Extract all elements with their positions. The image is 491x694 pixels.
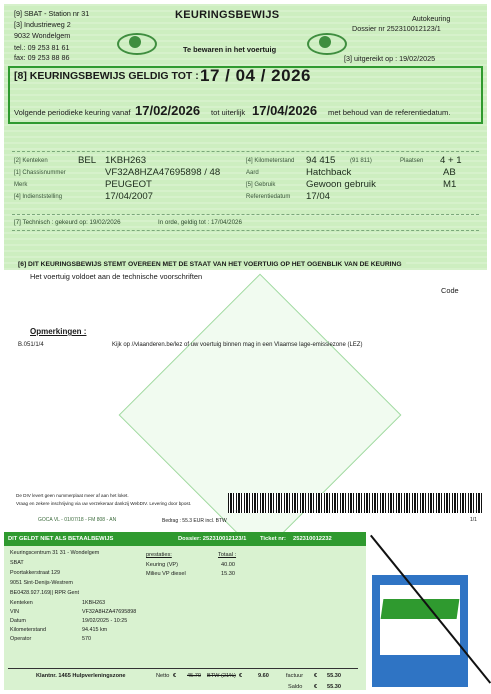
euro-sign: €: [239, 673, 243, 679]
invoice-city: 9051 Sint-Denijs-Westrem: [10, 580, 73, 586]
invoice-row-value: 94.415 km: [82, 627, 108, 633]
invoice-ticket-number: 252310012232: [293, 536, 332, 542]
invoice-total-label: factuur: [286, 673, 304, 679]
service-date-value: 17/04/2007: [105, 191, 154, 202]
sticker-green-stripe: [381, 599, 460, 619]
total-label: Totaal :: [218, 552, 237, 558]
next-inspection-from: 17/02/2026: [135, 103, 201, 118]
inspection-type: Autokeuring: [412, 14, 451, 23]
dossier-number: Dossier nr 252310012123/1: [352, 24, 441, 33]
aard-label: Aard: [246, 170, 259, 176]
station-address-city: 9032 Wondelgem: [14, 31, 71, 40]
technical-validity: In orde, geldig tot : 17/04/2026: [158, 219, 242, 226]
km-label: [4] Kilometerstand: [246, 158, 295, 164]
invoice-row-value: 19/02/2025 - 10:25: [82, 618, 128, 624]
technical-inspection: [7] Technisch : gekeurd op: 19/02/2026: [14, 219, 121, 226]
invoice-dossier: Dossier: 252310012123/1: [178, 536, 247, 542]
service-name: Milieu VP diesel: [146, 571, 186, 577]
next-inspection-mid: tot uiterlijk: [211, 108, 246, 117]
next-inspection-prefix: Volgende periodieke keuring vanaf: [14, 108, 131, 117]
chassis-label: [1] Chassisnummer: [14, 170, 66, 176]
service-date-label: [4] Indienststelling: [14, 194, 63, 200]
invoice-org: SBAT: [10, 560, 24, 566]
validity-label: [8] KEURINGSBEWIJS GELDIG TOT :: [14, 70, 199, 82]
invoice-row-label: Operator: [10, 636, 32, 642]
client-number: Klantnr. 1465 Hulpverleningszone: [36, 673, 126, 679]
use-label: [5] Gebruik: [246, 182, 276, 188]
euro-sign: €: [314, 673, 318, 679]
invoice-row-value: 1KBH263: [82, 600, 106, 606]
plate-country: BEL: [78, 155, 97, 166]
vat-label: BTW (21%): [207, 673, 236, 679]
remark-text: Kijk op //vlaanderen.be/lez of uw voertuig binnen mag in een Vlaamse lage-emissiezone (LEZ): [112, 342, 363, 348]
aard-code: AB: [443, 167, 456, 178]
station-phone: tel.: 09 253 81 61: [14, 43, 70, 52]
reference-date-value: 17/04: [306, 191, 331, 202]
vat-amount: 9.60: [258, 673, 269, 679]
invoice-total-rule: [8, 668, 358, 669]
amount-incl-vat: Bedrag : 55.3 EUR incl. BTW: [162, 518, 227, 524]
form-reference: GOCA VL - 01/07/18 - FM 808 - AN: [38, 517, 117, 523]
aard-value: Hatchback: [306, 167, 352, 178]
div-notice-1: De DIV levert geen nummerplaat meer af aan het loket.: [16, 493, 129, 498]
km-extra: (91 811): [350, 158, 372, 164]
places-value: 4 + 1: [440, 155, 462, 166]
service-price: 15.30: [221, 571, 235, 577]
invoice-total-amount: 55.30: [327, 673, 341, 679]
divider-middle: [12, 214, 479, 215]
invoice-ticket-label: Ticket nr:: [260, 536, 286, 542]
document-subtitle: Te bewaren in het voertuig: [183, 45, 277, 54]
station-address-street: [3] Industrieweg 2: [14, 20, 71, 29]
next-inspection-to: 17/04/2026: [252, 103, 318, 118]
divider-top: [12, 151, 479, 152]
services-label: prestaties:: [146, 552, 172, 558]
invoice-row-label: Kilometerstand: [10, 627, 46, 633]
inspection-sticker: [372, 575, 468, 687]
station-fax: fax: 09 253 88 86: [14, 53, 70, 62]
service-price: 40.00: [221, 562, 235, 568]
places-label: Plaatsen: [400, 158, 424, 164]
statement-line: [6] DIT KEURINGSBEWIJS STEMT OVEREEN MET DE STAAT VAN HET VOERTUIG OP HET OGENBLIK VAN DE KEURING: [18, 261, 406, 268]
page-count: 1/1: [470, 517, 477, 523]
brand-label: Merk: [14, 182, 28, 188]
use-code: M1: [443, 179, 457, 190]
station-name: [9] SBAT - Station nr 31: [14, 9, 90, 18]
invoice-row-label: Datum: [10, 618, 26, 624]
balance-amount: 55.30: [327, 684, 341, 690]
km-value: 94 415: [306, 155, 336, 166]
reference-date-label: Referentiedatum: [246, 194, 291, 200]
result-text: Het voertuig voldoet aan de technische voorschriften: [30, 272, 203, 281]
remarks-label: Opmerkingen :: [30, 327, 87, 336]
balance-label: Saldo: [288, 684, 303, 690]
invoice-row-label: Kenteken: [10, 600, 33, 606]
netto-label: Netto: [156, 673, 170, 679]
eye-logo-left-icon: [115, 30, 155, 54]
invoice-disclaimer: DIT GELDT NIET ALS BETAALBEWIJS: [8, 536, 114, 542]
invoice-row-value: VF32A8HZA47695898: [82, 609, 137, 615]
invoice-street: Poortakkerstraat 129: [10, 570, 61, 576]
remark-code: B.051/1/4: [18, 342, 44, 348]
eye-logo-right-icon: [305, 30, 345, 54]
euro-sign: €: [314, 684, 318, 690]
netto-amount: 45.70: [187, 673, 201, 679]
divider-bottom: [12, 230, 479, 231]
plate-label: [2] Kenteken: [14, 158, 48, 164]
div-notice-2: Vraag en zekere inschrijving via uw verzekeraar dankzij WebDIV. Levering door bpost.: [16, 501, 192, 506]
code-label: Code: [441, 286, 459, 295]
invoice-centre: Keuringscentrum 31 31 - Wondelgem: [10, 550, 100, 556]
invoice-row-value: 570: [82, 636, 91, 642]
invoice-vat-number: BE0428.927.169|| RPR Gent: [10, 590, 80, 596]
barcode: [228, 493, 484, 513]
use-value: Gewoon gebruik: [306, 179, 376, 190]
next-inspection-suffix: met behoud van de referentiedatum.: [328, 108, 451, 117]
plate-value: 1KBH263: [105, 155, 147, 166]
brand-value: PEUGEOT: [105, 179, 152, 190]
invoice-row-label: VIN: [10, 609, 19, 615]
issue-date: [3] uitgereikt op : 19/02/2025: [344, 54, 436, 63]
service-name: Keuring (VP): [146, 562, 179, 568]
validity-date: 17 / 04 / 2026: [200, 66, 311, 85]
document-title: KEURINGSBEWIJS: [175, 9, 280, 21]
euro-sign: €: [173, 673, 177, 679]
chassis-value: VF32A8HZA47695898 / 48: [105, 167, 221, 178]
